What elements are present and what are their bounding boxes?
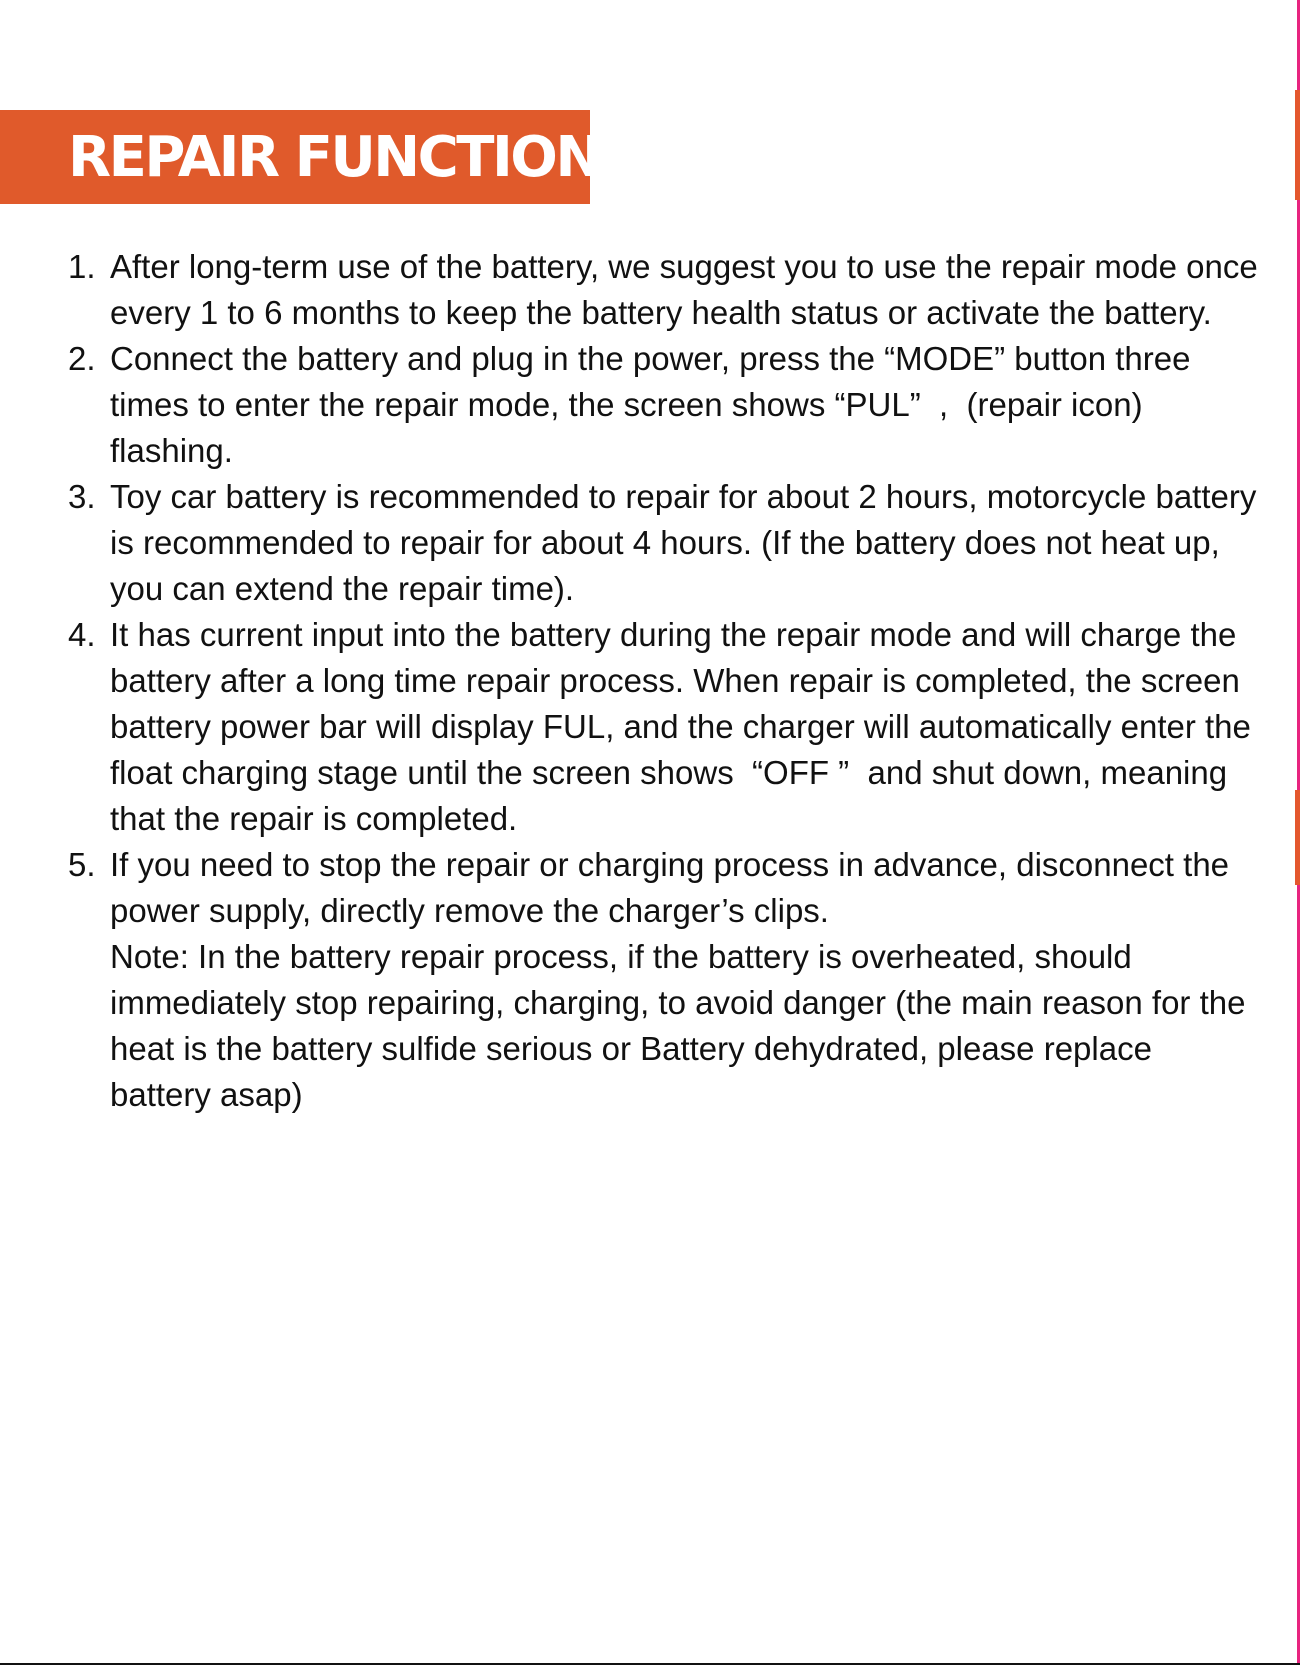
step-number: 3. (68, 478, 96, 515)
step-text (110, 474, 1266, 612)
repair-steps-list (68, 244, 1267, 1118)
section-title: REPAIR FUNCTION (68, 124, 600, 190)
step-number: 4. (68, 616, 96, 653)
step-item (68, 336, 1258, 474)
section-title-banner (0, 110, 600, 204)
step-text (110, 842, 1258, 1118)
step-item (68, 842, 1258, 1118)
step-item (68, 244, 1267, 336)
step-text (110, 244, 1267, 336)
right-edge-mark-top (1295, 90, 1300, 200)
step-item (68, 474, 1266, 612)
step-paragraph: After long-term use of the battery, we suggest you to use the repair mode once every 1 to 6 months to keep the battery health status or activate the battery. (110, 248, 1267, 331)
step-text (110, 336, 1258, 474)
step-paragraph: It has current input into the battery during the repair mode and will charge the battery after a long time repair process. When repair is completed, the screen battery power bar will display FUL, and the charger will automatically enter the float charging stage until the screen shows “OFF ” and shut down, meaning that the repair is completed. (110, 616, 1261, 837)
right-edge-mark-middle (1295, 790, 1300, 885)
step-item (68, 612, 1261, 842)
step-paragraph: If you need to stop the repair or charging process in advance, disconnect the power supply, directly remove the charger’s clips. (110, 846, 1239, 929)
step-number: 2. (68, 340, 96, 377)
step-number: 5. (68, 846, 96, 883)
step-text (110, 612, 1261, 842)
note-paragraph: Note: In the battery repair process, if the battery is overheated, should immediately stop repairing, charging, to avoid danger (the main reason for the heat is the battery sulfide serious or Battery dehydrated, please replace battery asap) (110, 938, 1255, 1113)
step-number: 1. (68, 248, 96, 285)
step-paragraph: Connect the battery and plug in the power, press the “MODE” button three times to enter the repair mode, the screen shows “PUL” , (repair icon) flashing. (110, 340, 1200, 469)
step-paragraph: Toy car battery is recommended to repair for about 2 hours, motorcycle battery is recommended to repair for about 4 hours. (If the battery does not heat up, you can extend the repair time). (110, 478, 1266, 607)
